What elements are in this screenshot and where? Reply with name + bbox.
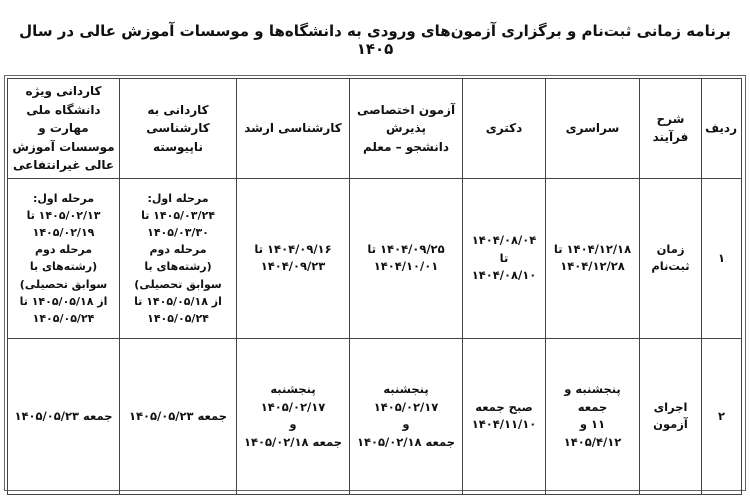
- cell-sarasari: پنجشنبه و جمعه ۱۱ و ۱۴۰۵/۴/۱۲: [546, 338, 640, 494]
- cell-doctorate: ۱۴۰۴/۰۸/۰۴ تا ۱۴۰۴/۰۸/۱۰: [463, 178, 546, 338]
- cell-process: اجرای آزمون: [640, 338, 702, 494]
- cell-associate-special: جمعه ۱۴۰۵/۰۵/۲۳: [8, 338, 120, 494]
- cell-associate-to-bachelor: جمعه ۱۴۰۵/۰۵/۲۳: [120, 338, 237, 494]
- page-title: برنامه زمانی ثبت‌نام و برگزاری آزمون‌های ورودی به دانشگاه‌ها و موسسات آموزش عالی در سال ۱۴۰۵: [19, 22, 731, 58]
- header-process: شرح فرآیند: [640, 79, 702, 179]
- cell-process: زمان ثبت‌نام: [640, 178, 702, 338]
- cell-associate-to-bachelor: مرحله اول: ۱۴۰۵/۰۳/۲۴ تا ۱۴۰۵/۰۳/۳۰ مرحله دوم (رشته‌های با سوابق تحصیلی) از ۱۴۰۵/۰۵/۱۸ تا ۱۴۰۵/۰۵/۲۴: [120, 178, 237, 338]
- cell-associate-special: مرحله اول: ۱۴۰۵/۰۲/۱۳ تا ۱۴۰۵/۰۲/۱۹ مرحله دوم (رشته‌های با سوابق تحصیلی) از ۱۴۰۵/۰۵/۱۸ تا ۱۴۰۵/۰۵/۲۴: [8, 178, 120, 338]
- schedule-table: [7, 78, 742, 495]
- cell-sarasari: ۱۴۰۴/۱۲/۱۸ تا ۱۴۰۴/۱۲/۲۸: [546, 178, 640, 338]
- header-masters: کارشناسی ارشد: [237, 79, 350, 179]
- header-associate-special: کاردانی ویژه دانشگاه ملی مهارت و موسسات آموزش عالی غیرانتفاعی: [8, 79, 120, 179]
- table-header-row: [8, 79, 742, 179]
- cell-masters: پنجشنبه ۱۴۰۵/۰۲/۱۷ و جمعه ۱۴۰۵/۰۲/۱۸: [237, 338, 350, 494]
- table-row: [8, 178, 742, 338]
- cell-index: ۱: [702, 178, 742, 338]
- cell-index: ۲: [702, 338, 742, 494]
- cell-doctorate: صبح جمعه ۱۴۰۴/۱۱/۱۰: [463, 338, 546, 494]
- table-row: [8, 338, 742, 494]
- header-doctorate: دکتری: [463, 79, 546, 179]
- header-teacher: آزمون اختصاصی پذیرش دانشجو – معلم: [350, 79, 463, 179]
- cell-masters: ۱۴۰۴/۰۹/۱۶ تا ۱۴۰۴/۰۹/۲۳: [237, 178, 350, 338]
- cell-teacher: ۱۴۰۴/۰۹/۲۵ تا ۱۴۰۴/۱۰/۰۱: [350, 178, 463, 338]
- header-sarasari: سراسری: [546, 79, 640, 179]
- header-index: ردیف: [702, 79, 742, 179]
- cell-teacher: پنجشنبه ۱۴۰۵/۰۲/۱۷ و جمعه ۱۴۰۵/۰۲/۱۸: [350, 338, 463, 494]
- header-associate-to-bachelor: کاردانی به کارشناسی ناپیوسته: [120, 79, 237, 179]
